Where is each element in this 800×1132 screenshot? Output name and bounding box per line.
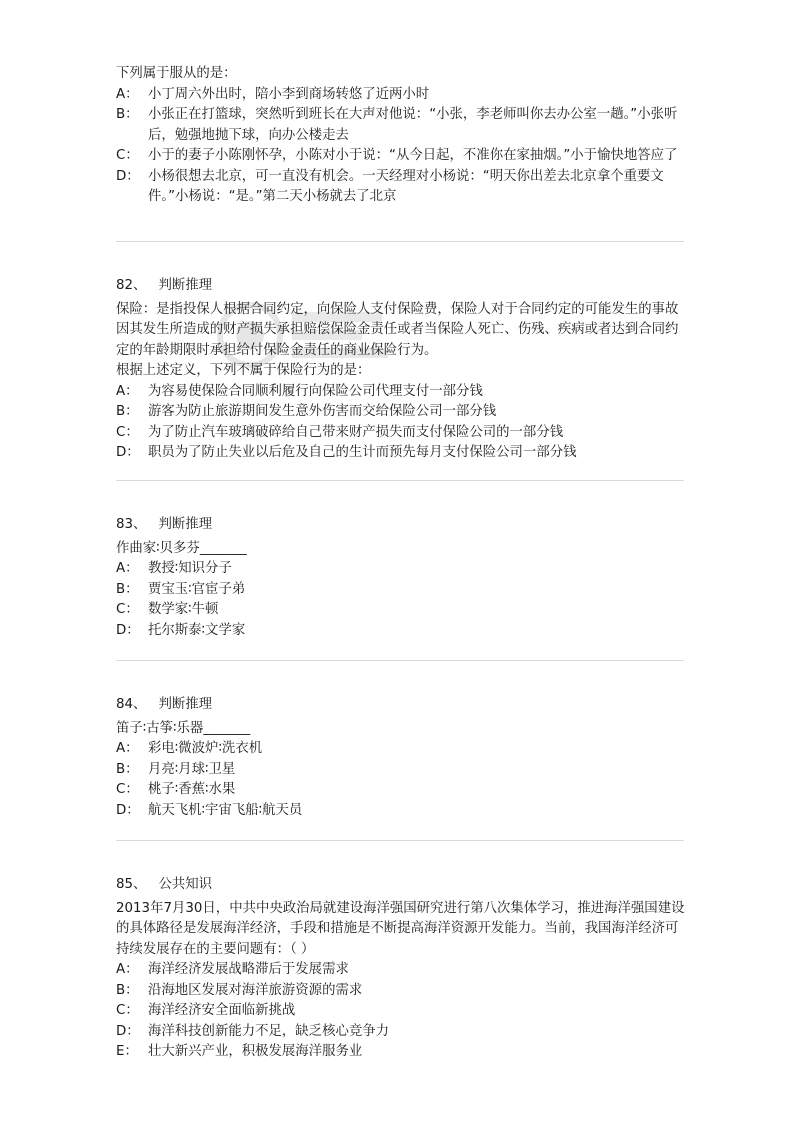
option-text: 小丁周六外出时，陪小李到商场转悠了近两小时 — [148, 86, 430, 102]
option-text: 托尔斯泰∶文学家 — [148, 622, 246, 638]
question-category: 公共知识 — [158, 877, 212, 892]
question-category: 判断推理 — [158, 278, 212, 293]
option-label: C： — [116, 148, 139, 163]
option-label: A： — [116, 383, 139, 399]
option-label: E： — [116, 1044, 138, 1059]
option-text: 航天飞机∶宇宙飞船∶航天员 — [148, 802, 303, 818]
option-label: A： — [116, 741, 139, 756]
option-text: 沿海地区发展对海洋旅游资源的需求 — [148, 982, 363, 998]
option-b — [116, 402, 686, 423]
option-c — [116, 780, 686, 801]
option-label: D： — [116, 1023, 140, 1039]
option-label: C： — [116, 602, 139, 617]
question-stem: 笛子∶古筝∶乐器_______ — [116, 720, 251, 736]
option-d — [116, 621, 686, 642]
divider — [116, 241, 684, 242]
option-label: A： — [116, 962, 139, 977]
option-text: 数学家∶牛顿 — [148, 602, 219, 617]
question-number: 83、 — [116, 517, 147, 532]
option-b — [116, 981, 686, 1002]
divider — [116, 660, 684, 661]
question-stem: 2013年7月30日，中共中央政治局就建设海洋强国研究进行第八次集体学习，推进海洋强国建设的具体路径是发展海洋经济，手段和措施是不断提高海洋资源开发能力。当前，我国海洋经济可持续发展存在的主要问题有：（ ） — [116, 900, 685, 957]
option-text: 壮大新兴产业，积极发展海洋服务业 — [148, 1044, 363, 1059]
question-category: 判断推理 — [158, 517, 212, 532]
option-c — [116, 423, 686, 444]
option-label: D： — [116, 445, 140, 460]
option-b — [116, 760, 686, 781]
option-label: B： — [116, 761, 139, 777]
option-text: 小张正在打篮球，突然听到班长在大声对他说：“小张，李老师叫你去办公室一趟。”小张听后，勉强地抛下球，向办公楼走去 — [148, 107, 678, 143]
option-label: C： — [116, 1003, 139, 1018]
option-label: D： — [116, 802, 140, 818]
question-number: 85、 — [116, 877, 147, 892]
option-b — [116, 105, 686, 146]
option-label: A： — [116, 561, 139, 576]
option-a — [116, 85, 686, 106]
option-text: 教授∶知识分子 — [148, 561, 232, 576]
option-c — [116, 1001, 686, 1022]
option-d — [116, 801, 686, 822]
option-text: 贾宝玉∶官宦子弟 — [148, 581, 246, 597]
question-84 — [116, 695, 686, 821]
option-label: D： — [116, 168, 140, 184]
option-text: 桃子∶香蕉∶水果 — [148, 782, 236, 797]
question-83 — [116, 515, 686, 641]
question-number: 82、 — [116, 278, 147, 293]
option-text: 小于的妻子小陈刚怀孕，小陈对小于说：“从今日起，不准你在家抽烟。”小于愉快地答应了 — [148, 148, 678, 163]
option-label: B： — [116, 581, 139, 597]
question-header — [116, 875, 686, 896]
option-text: 小杨很想去北京，可一直没有机会。一天经理对小杨说：“明天你出差去北京拿个重要文件。”小杨说：“是。”第二天小杨就去了北京 — [148, 168, 664, 204]
option-c — [116, 146, 686, 167]
option-text: 海洋经济发展战略滞后于发展需求 — [148, 962, 349, 977]
option-e — [116, 1042, 686, 1063]
question-stem: 作曲家∶贝多芬_______ — [116, 540, 247, 556]
option-label: C： — [116, 782, 139, 797]
option-text: 月亮∶月球∶卫星 — [148, 761, 236, 777]
option-label: B： — [116, 404, 139, 419]
option-label: D： — [116, 622, 140, 638]
option-text: 海洋科技创新能力不足，缺乏核心竞争力 — [148, 1023, 390, 1039]
option-d — [116, 443, 686, 464]
option-a — [116, 739, 686, 760]
question-stem: 下列属于服从的是： — [116, 66, 237, 81]
question-header — [116, 515, 686, 536]
definition-text: 保险：是指投保人根据合同约定，向保险人支付保险费，保险人对于合同约定的可能发生的事故因其发生所造成的财产损失承担赔偿保险金责任或者当保险人死亡、伤残、疾病或者达到合同约定的年龄期限时承担给付保险金责任的商业保险行为。 — [116, 301, 679, 358]
question-stem: 根据上述定义，下列不属于保险行为的是： — [116, 363, 371, 378]
option-label: B： — [116, 982, 139, 998]
question-85 — [116, 875, 686, 1063]
question-81 — [116, 64, 686, 208]
divider — [116, 480, 684, 481]
option-text: 游客为防止旅游期间发生意外伤害而交给保险公司一部分钱 — [148, 404, 497, 419]
option-text: 职员为了防止失业以后危及自己的生计而预先每月支付保险公司一部分钱 — [148, 445, 577, 460]
option-c — [116, 600, 686, 621]
option-b — [116, 580, 686, 601]
option-d — [116, 1022, 686, 1043]
question-category: 判断推理 — [158, 697, 212, 712]
question-header — [116, 695, 686, 716]
option-a — [116, 960, 686, 981]
question-number: 84、 — [116, 697, 147, 712]
option-label: C： — [116, 424, 139, 440]
question-82 — [116, 276, 686, 464]
question-header — [116, 276, 686, 297]
option-text: 彩电∶微波炉∶洗衣机 — [148, 741, 263, 756]
option-text: 为容易使保险合同顺利履行向保险公司代理支付一部分钱 — [148, 383, 483, 399]
divider — [116, 840, 684, 841]
option-a — [116, 559, 686, 580]
option-a — [116, 382, 686, 403]
option-label: A： — [116, 86, 139, 102]
option-text: 为了防止汽车玻璃破碎给自己带来财产损失而支付保险公司的一部分钱 — [148, 424, 564, 440]
option-text: 海洋经济安全面临新挑战 — [148, 1003, 296, 1018]
option-d — [116, 167, 686, 208]
option-label: B： — [116, 107, 139, 122]
